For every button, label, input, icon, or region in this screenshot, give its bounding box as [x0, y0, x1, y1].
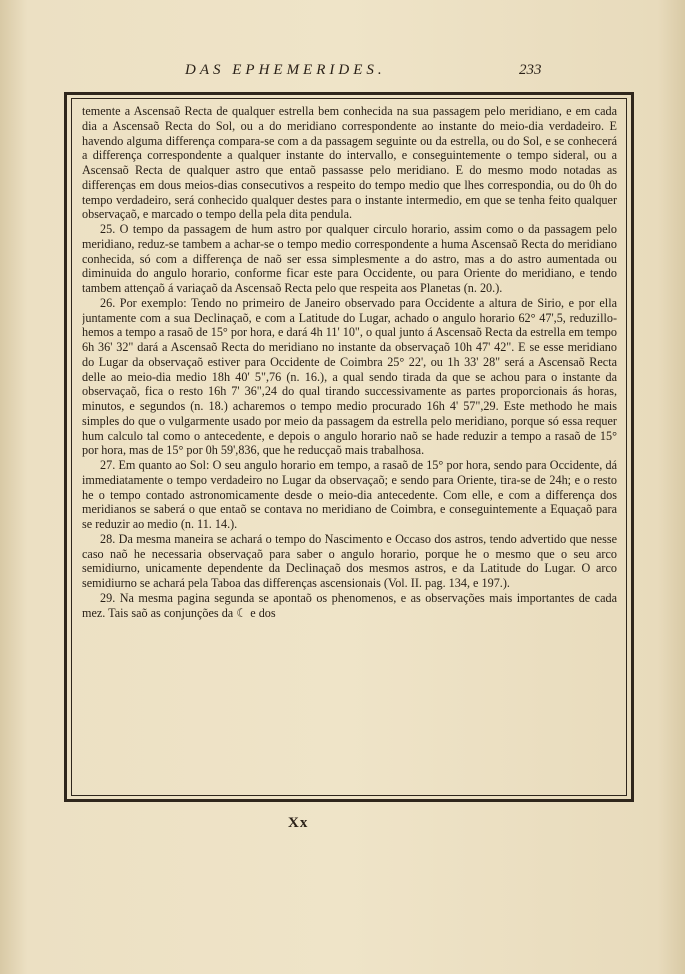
running-head	[0, 62, 685, 82]
paragraph-28: 28. Da mesma maneira se achará o tempo do Nascimento e Occaso dos astros, tendo advertido que nesse caso naõ he necessaria observaçaõ para saber o angulo horario, porque he o mesmo que o seu arco semidiurno, unicamente dependente da Declinaçaõ dos mesmos astros, e da Latitude do Lugar. O arco semidiurno se achará pela Taboa das differenças ascensionais (Vol. II. pag. 134, e 197.).	[82, 531, 617, 590]
paragraph-29: 29. Na mesma pagina segunda se apontaõ os phenomenos, e as observações mais importantes de cada mez. Tais saõ as conjunções da ☾ e dos	[82, 590, 617, 620]
signature-mark: Xx	[288, 815, 309, 831]
page-number: 233	[519, 62, 542, 78]
body-text	[82, 104, 617, 792]
paragraph-26: 26. Por exemplo: Tendo no primeiro de Janeiro observado para Occidente a altura de Sirio, e por ella juntamente com a sua Declinaçaõ, e com a Latitude do Lugar, achado o angulo horario 62° 47',5, reduzillo-hemos a tempo a rasaõ de 15° por hora, e dará 4h 11' 10", o qual junto á Ascensaõ Recta da estrella em tempo 6h 36' 32" dará a Ascensaõ Recta do meridiano no instante da observaçaõ 10h 47' 42". E se esse meridiano do Lugar da observaçaõ estiver para Occidente de Coimbra 25° 22', ou 1h 33' 28" será a Ascensaõ Recta delle ao meio-dia medio 18h 40' 5",76 (n. 16.), a qual sendo tirada da que se achou para o instante da observaçaõ, fica o resto 16h 7' 36",24 do qual tirando successivamente as partes proporcionais ás horas, minutos, e segundos (n. 18.) acharemos o tempo medio procurado 16h 4' 57",29. Este methodo he mais simples do que o vulgarmente usado por meio da passagem da estrella pelo meridiano, porque só essa requer hum calculo tal como o antecedente, e depois o angulo horario naõ se hade reduzir a tempo a rasaõ de 15° por hora, mas de 15° por 0h 59',836, que he reducçaõ mais trabalhosa.	[82, 295, 617, 458]
paragraph-25: 25. O tempo da passagem de hum astro por qualquer circulo horario, assim como o da passagem pelo meridiano, reduz-se tambem a achar-se o tempo medio correspondente a huma Ascensaõ Recta do meridiano conhecida, só com a differença de naõ ser essa simplesmente a do astro, mas a do astro aumentada ou diminuida do angulo horario, conforme ficar este para Occidente, ou para Oriente do meridiano, e tendo tambem attençaõ á variaçaõ da Ascensaõ Recta pelo que respeita aos Planetas (n. 20.).	[82, 222, 617, 295]
running-title: DAS EPHEMERIDES.	[185, 62, 386, 78]
paragraph-continuation: temente a Ascensaõ Recta de qualquer estrella bem conhecida na sua passagem pelo meridiano, e em cada dia a Ascensaõ Recta do Sol, ou a do meridiano correspondente ao instante do meio-dia verdadeiro. E havendo alguma differença compara-se com a da passagem seguinte ou da estrella, ou do Sol, e se conhecerá a differença correspondente a qualquer instante do intervallo, e conseguintemente o tempo sideral, ou a Ascensaõ Recta de qualquer astro que entaõ passasse pelo meridiano. E do mesmo modo notadas as differenças em dous meios-dias consecutivos a respeito do tempo medio que lhes correspondia, ou do 0h do tempo verdadeiro, será conhecido qualquer destes para o instante intermedio, em que se tenha feito qualquer observaçaõ, e marcado o tempo della pela dita pendula.	[82, 104, 617, 222]
paragraph-27: 27. Em quanto ao Sol: O seu angulo horario em tempo, a rasaõ de 15° por hora, sendo para Occidente, dá immediatamente o tempo verdadeiro no Lugar da observaçaõ; e sendo para Oriente, tira-se de 24h; e o resto he o tempo contado astronomicamente desde o meio-dia antecedente. Com elle, e com a differença dos meridianos se saberá o que entaõ se contava no meridiano de Coimbra, e conseguintemente a Equaçaõ para se reduzir ao medio (n. 11. 14.).	[82, 458, 617, 531]
